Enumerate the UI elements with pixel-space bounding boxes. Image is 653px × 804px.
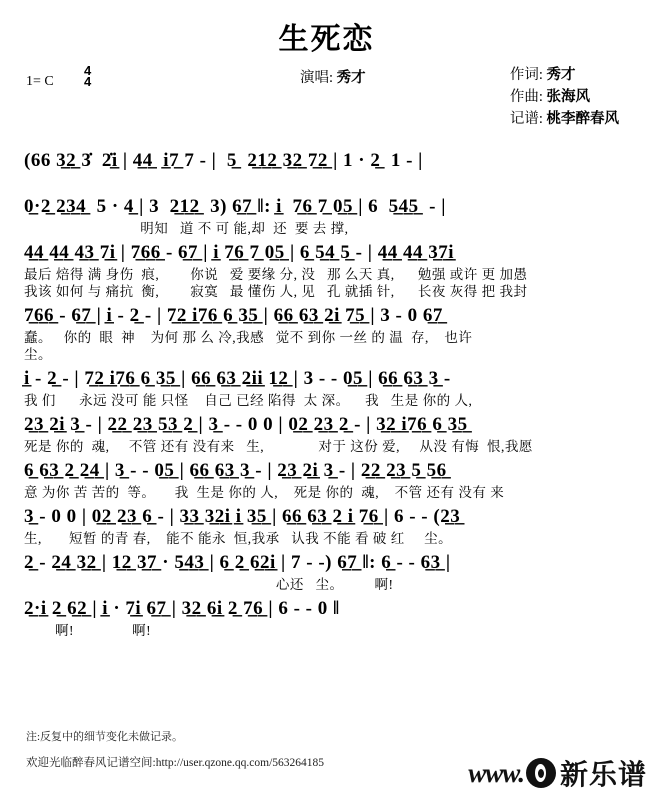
notation-line: 2̲ - 2̲4̲ 3̲2̲ | 1̲2̲ 3̲7̲ · 5̲4̲3̲ | 6̲ 2̲ 6̲2̲i̲ | 7 - -) 6̲7̲ ‖: 6̲ - - 6̲3̲ |	[24, 552, 451, 573]
notation-line: 0̲·2̲ 2̲3̲4̲ 5 · 4̲ | 3 2̲1̲2̲ 3) 6̲7̲ ‖: i̲ 7̲6̲ 7̲ 0̲5̲ | 6 5̲4̲5̲ - |	[24, 196, 446, 217]
transcription-note: 注:反复中的细节变化未做记录。	[26, 731, 184, 743]
credit-transcriber	[510, 108, 619, 130]
singer-name: 秀才	[336, 70, 366, 86]
singer-label: 演唱:	[300, 70, 334, 86]
notation-line: i̲ - 2̲ - | 7̲2̲ i̲7̲6̲ 6̲ 3̲5̲ | 6̲6̲ 6̲3̲ 2̲i̲i̲ 1̲2̲ | 3 - - 0̲5̲ | 6̲6̲ 6̲3̲ 3̲ -	[24, 368, 451, 389]
watermark-brand: 新乐谱	[559, 760, 647, 791]
footer	[26, 728, 324, 770]
music-system	[24, 504, 629, 548]
music-system	[24, 148, 629, 192]
credit-transcriber-label: 记谱:	[509, 111, 543, 127]
singer-line	[300, 66, 366, 87]
music-system	[24, 240, 629, 301]
lyrics-line: 意 为你 苦 苦的 等。 我 生是 你的 人, 死是 你的 魂, 不管 还有 没有 来	[24, 485, 505, 500]
page-title: 生死恋	[278, 23, 375, 56]
lyrics-line: 蠢。 你的 眼 神 为何 那 么 冷,我感 觉不 到你 一丝 的 温 存, 也许	[24, 330, 473, 345]
notation-line: 2̲3̲ 2̲i̲ 3̲ - | 2̲2̲ 2̲3̲ 5̲3̲ 2̲ | 3̲ - - 0 0 | 0̲2̲ 2̲3̲ 2̲ - | 3̲2̲ i̲7̲6̲ 6̲ 3̲5̲	[24, 414, 468, 435]
watermark-url: www.	[468, 757, 524, 788]
lyrics-line-verse2: 尘。	[24, 347, 52, 362]
time-signature-numerator: 4	[84, 63, 92, 78]
notation-line: 6̲ 6̲3̲ 2̲ 2̲4̲ | 3̲ - - 0̲5̲ | 6̲6̲ 6̲3̲ 3̲ - | 2̲3̲ 2̲i̲ 3̲ - | 2̲2̲ 2̲3̲ 5̲ 5̲6̲	[24, 460, 447, 481]
credit-composer	[510, 86, 619, 108]
key-signature: 1= C	[26, 74, 54, 89]
music-system	[24, 550, 629, 594]
music-note-logo-icon	[526, 758, 556, 788]
credit-composer-label: 作曲:	[509, 89, 543, 105]
sheet-music-page	[0, 14, 653, 804]
lyrics-line: 明知 道 不 可 能,却 还 要 去 撑,	[24, 221, 349, 236]
notation-line: 3̲ - 0 0 | 0̲2̲ 2̲3̲ 6̲ - | 3̲3̲ 3̲2̲i̲ i̲ 3̲5̲ | 6̲6̲ 6̲3̲ 2̲ i̲ 7̲6̲ | 6 - - (2̲3̲	[24, 506, 461, 527]
lyrics-line	[24, 174, 629, 192]
lyrics-line: 心还 尘。 啊!	[24, 577, 394, 592]
notation-line: 4̲4̲ 4̲4̲ 4̲3̲ 7̲i̲ | 7̲6̲6̲ - 6̲7̲ | i̲ 7̲6̲ 7̲ 0̲5̲ | 6̲ 5̲4̲ 5̲ - | 4̲4̲ 4̲4̲ 3̲7̲i̲	[24, 242, 454, 263]
lyrics-line-verse2: 我该 如何 与 痛抗 衡, 寂寞 最 懂伤 人, 见 孔 就插 针, 长夜 灰得 把 我封	[24, 284, 528, 299]
time-signature-denominator: 4	[84, 74, 92, 89]
credit-lyricist-value: 秀才	[546, 67, 576, 83]
lyrics-line: 死是 你的 魂, 不管 还有 没有来 生, 对于 这份 爱, 从没 有悔 恨,我愿	[24, 439, 533, 454]
credit-list	[510, 64, 619, 130]
time-signature	[84, 65, 91, 87]
lyrics-line: 我 们 永远 没可 能 只怪 自己 已经 陷得 太 深。 我 生是 你的 人,	[24, 393, 473, 408]
music-system	[24, 303, 629, 364]
lyrics-line: 最后 焙得 满 身伤 痕, 你说 爱 要缘 分, 没 那 么天 真, 勉强 或许 更 加愚	[24, 267, 528, 282]
notation-line: 2̲·i̲ 2̲ 6̲2̲ | i̲ · 7̲i̲ 6̲7̲ | 3̲2̲ 6̲i̲ 2̲ 7̲6̲ | 6 - - 0 ‖	[24, 598, 340, 619]
music-system	[24, 458, 629, 502]
credit-transcriber-value: 桃李醉春风	[546, 111, 619, 127]
watermark	[468, 750, 647, 796]
music-systems	[0, 148, 653, 640]
lyrics-line: 生, 短暂 的青 春, 能不 能永 恒,我承 认我 不能 看 破 红 尘。	[24, 531, 453, 546]
credit-composer-value: 张海风	[546, 89, 590, 105]
footer-welcome-line: 欢迎光临醉春风记谱空间:http://user.qzone.qq.com/563264185	[26, 757, 325, 769]
music-system	[24, 596, 629, 640]
music-system	[24, 366, 629, 410]
music-system	[24, 194, 629, 238]
credit-lyricist-label: 作词:	[509, 67, 543, 83]
notation-line: (66 3̲2̲ 3̇ 2̇i̲ | 4̲4̲ i̲7̲ 7 - | 5̲ 2̲1̲2̲ 3̲2̲ 7̲2̲ | 1 · 2̲ 1 - |	[24, 150, 423, 171]
music-system	[24, 412, 629, 456]
notation-line: 7̲6̲6̲ - 6̲7̲ | i̲ - 2̲ - | 7̲2̲ i̲7̲6̲ 6̲ 3̲5̲ | 6̲6̲ 6̲3̲ 2̲i̲ 7̲5̲ | 3 - 0 6̲7̲	[24, 305, 443, 326]
lyrics-line: 啊! 啊!	[24, 623, 152, 638]
credit-lyricist	[510, 64, 619, 86]
credits-block	[0, 62, 653, 148]
